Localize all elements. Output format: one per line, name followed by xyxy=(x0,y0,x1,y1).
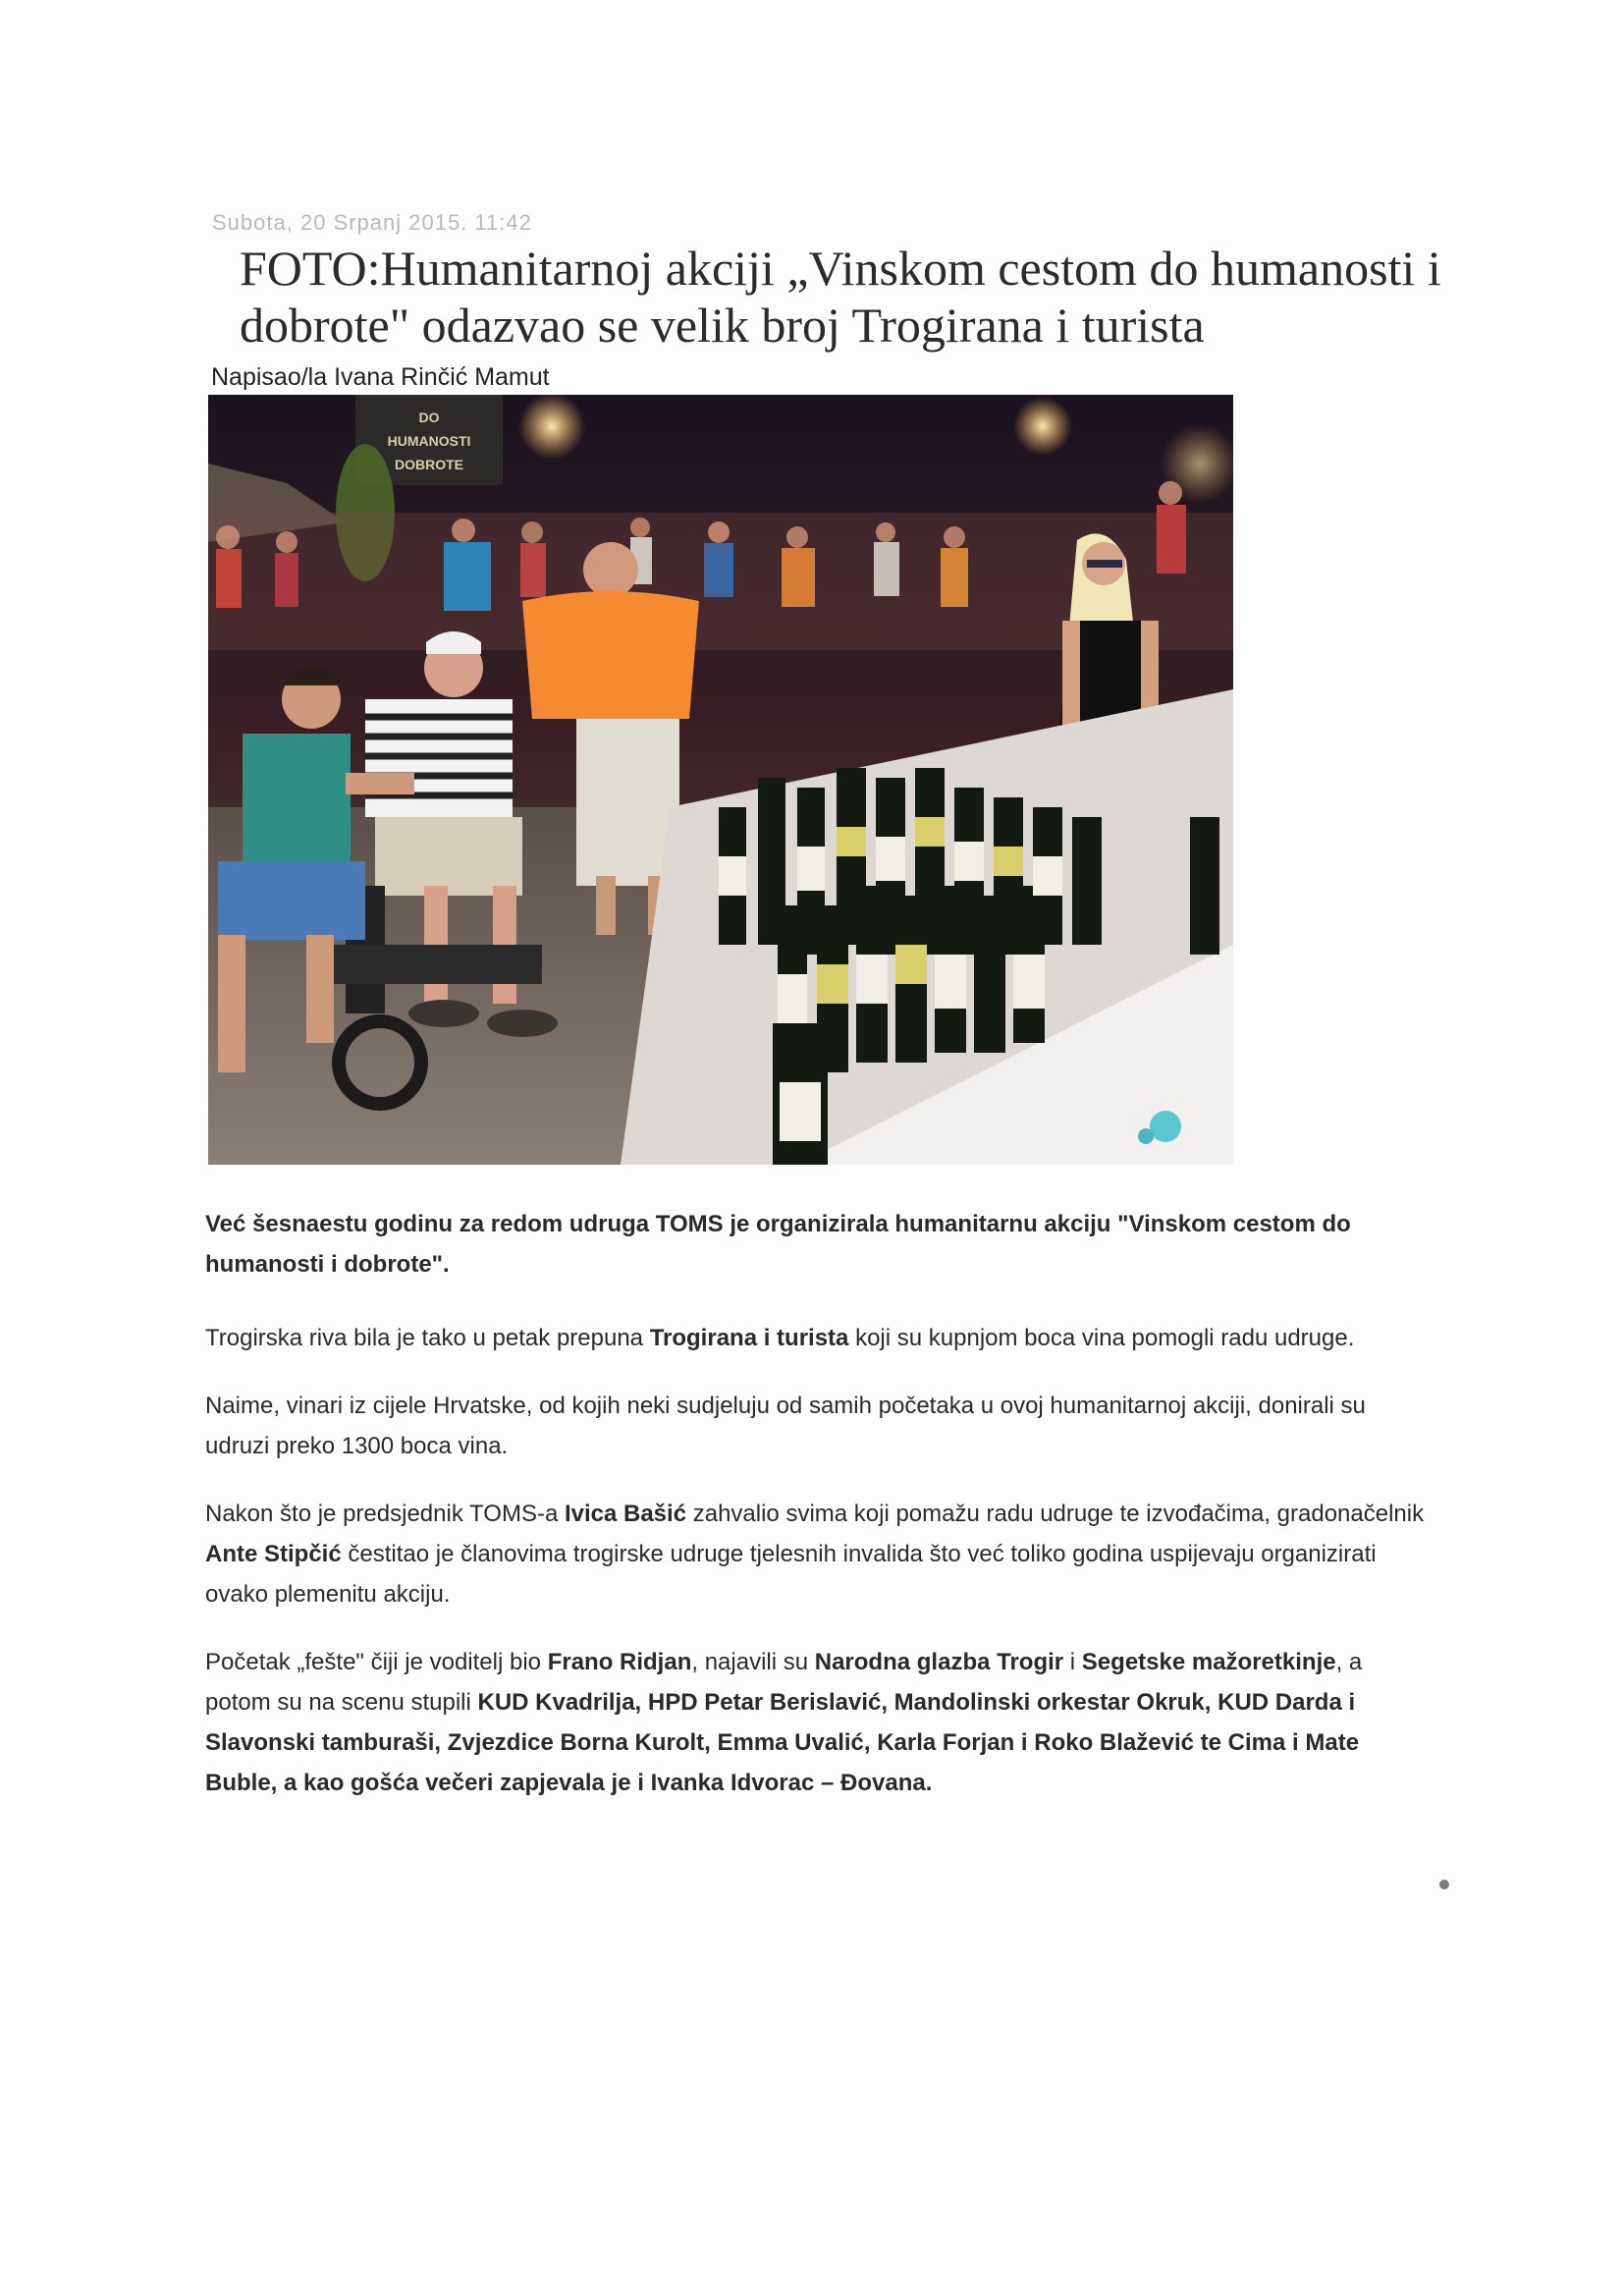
bold-text: Segetske mažoretkinje xyxy=(1081,1649,1336,1675)
bold-text: Ante Stipčić xyxy=(205,1541,342,1567)
street-lamp xyxy=(1013,397,1072,456)
article-dateline: Subota, 20 Srpanj 2015. 11:42 xyxy=(212,210,532,235)
article-paragraph xyxy=(205,1386,1433,1466)
bold-text: Trogirana i turista xyxy=(649,1325,849,1351)
text-segment: koji su kupnjom boca vina pomogli radu udruge. xyxy=(848,1325,1355,1351)
article-paragraph xyxy=(205,1494,1433,1614)
article-byline: Napisao/la Ivana Rinčić Mamut xyxy=(211,363,550,391)
article-title: FOTO:Humanitarnoj akciji „Vinskom cestom do humanosti i dobrote" odazvao se velik broj Trogirana i turista xyxy=(240,241,1441,353)
event-photo-illustration xyxy=(208,395,1233,1165)
text-segment: Trogirska riva bila je tako u petak prepuna xyxy=(205,1325,650,1351)
page-mark xyxy=(1439,1880,1449,1889)
banner-line-1: DO xyxy=(418,410,440,425)
text-segment: Početak „fešte" čiji je voditelj bio xyxy=(205,1649,548,1675)
article-body xyxy=(205,1204,1433,1831)
text-segment: , a potom su na scenu stupili xyxy=(205,1649,1363,1716)
text-segment: zahvalio svima koji pomažu radu udruge te izvođačima, gradonačelnik xyxy=(686,1501,1425,1527)
text-segment: Nakon što je predsjednik TOMS-a xyxy=(205,1501,565,1527)
article-photo xyxy=(208,395,1233,1165)
article-paragraph xyxy=(205,1642,1433,1803)
toy-figure xyxy=(1150,1111,1181,1142)
article-paragraph xyxy=(205,1204,1433,1285)
bold-text: Frano Ridjan xyxy=(547,1649,692,1675)
street-lamp xyxy=(518,395,585,460)
bold-text: Narodna glazba Trogir xyxy=(814,1649,1064,1675)
text-segment: Naime, vinari iz cijele Hrvatske, od kojih neki sudjeluju od samih početaka u ovoj humanitarnoj akciji, donirali su udruzi preko 1300 boca vina. xyxy=(205,1393,1366,1459)
bold-text: Ivica Bašić xyxy=(564,1501,687,1527)
bold-text: Već šesnaestu godinu za redom udruga TOMS je organizirala humanitarnu akciju "Vinskom cestom do humanosti i dobrote". xyxy=(205,1211,1351,1278)
text-segment: i xyxy=(1063,1649,1082,1675)
text-segment: čestitao je članovima trogirske udruge tjelesnih invalida što već toliko godina uspijevaju organizirati ovako plemenitu akciju. xyxy=(205,1541,1377,1608)
banner-line-3: DOBROTE xyxy=(395,457,463,472)
text-segment: , najavili su xyxy=(691,1649,815,1675)
banner-line-2: HUMANOSTI xyxy=(387,433,471,449)
article-paragraph xyxy=(205,1318,1433,1358)
bold-text: KUD Kvadrilja, HPD Petar Berislavić, Mandolinski orkestar Okruk, KUD Darda i Slavonski tamburaši, Zvjezdice Borna Kurolt, Emma Uvalić, Karla Forjan i Roko Blažević te Cima i Mate Buble, a kao gošća večeri zapjevala je i Ivanka Idvorac – Đovana. xyxy=(205,1689,1360,1796)
